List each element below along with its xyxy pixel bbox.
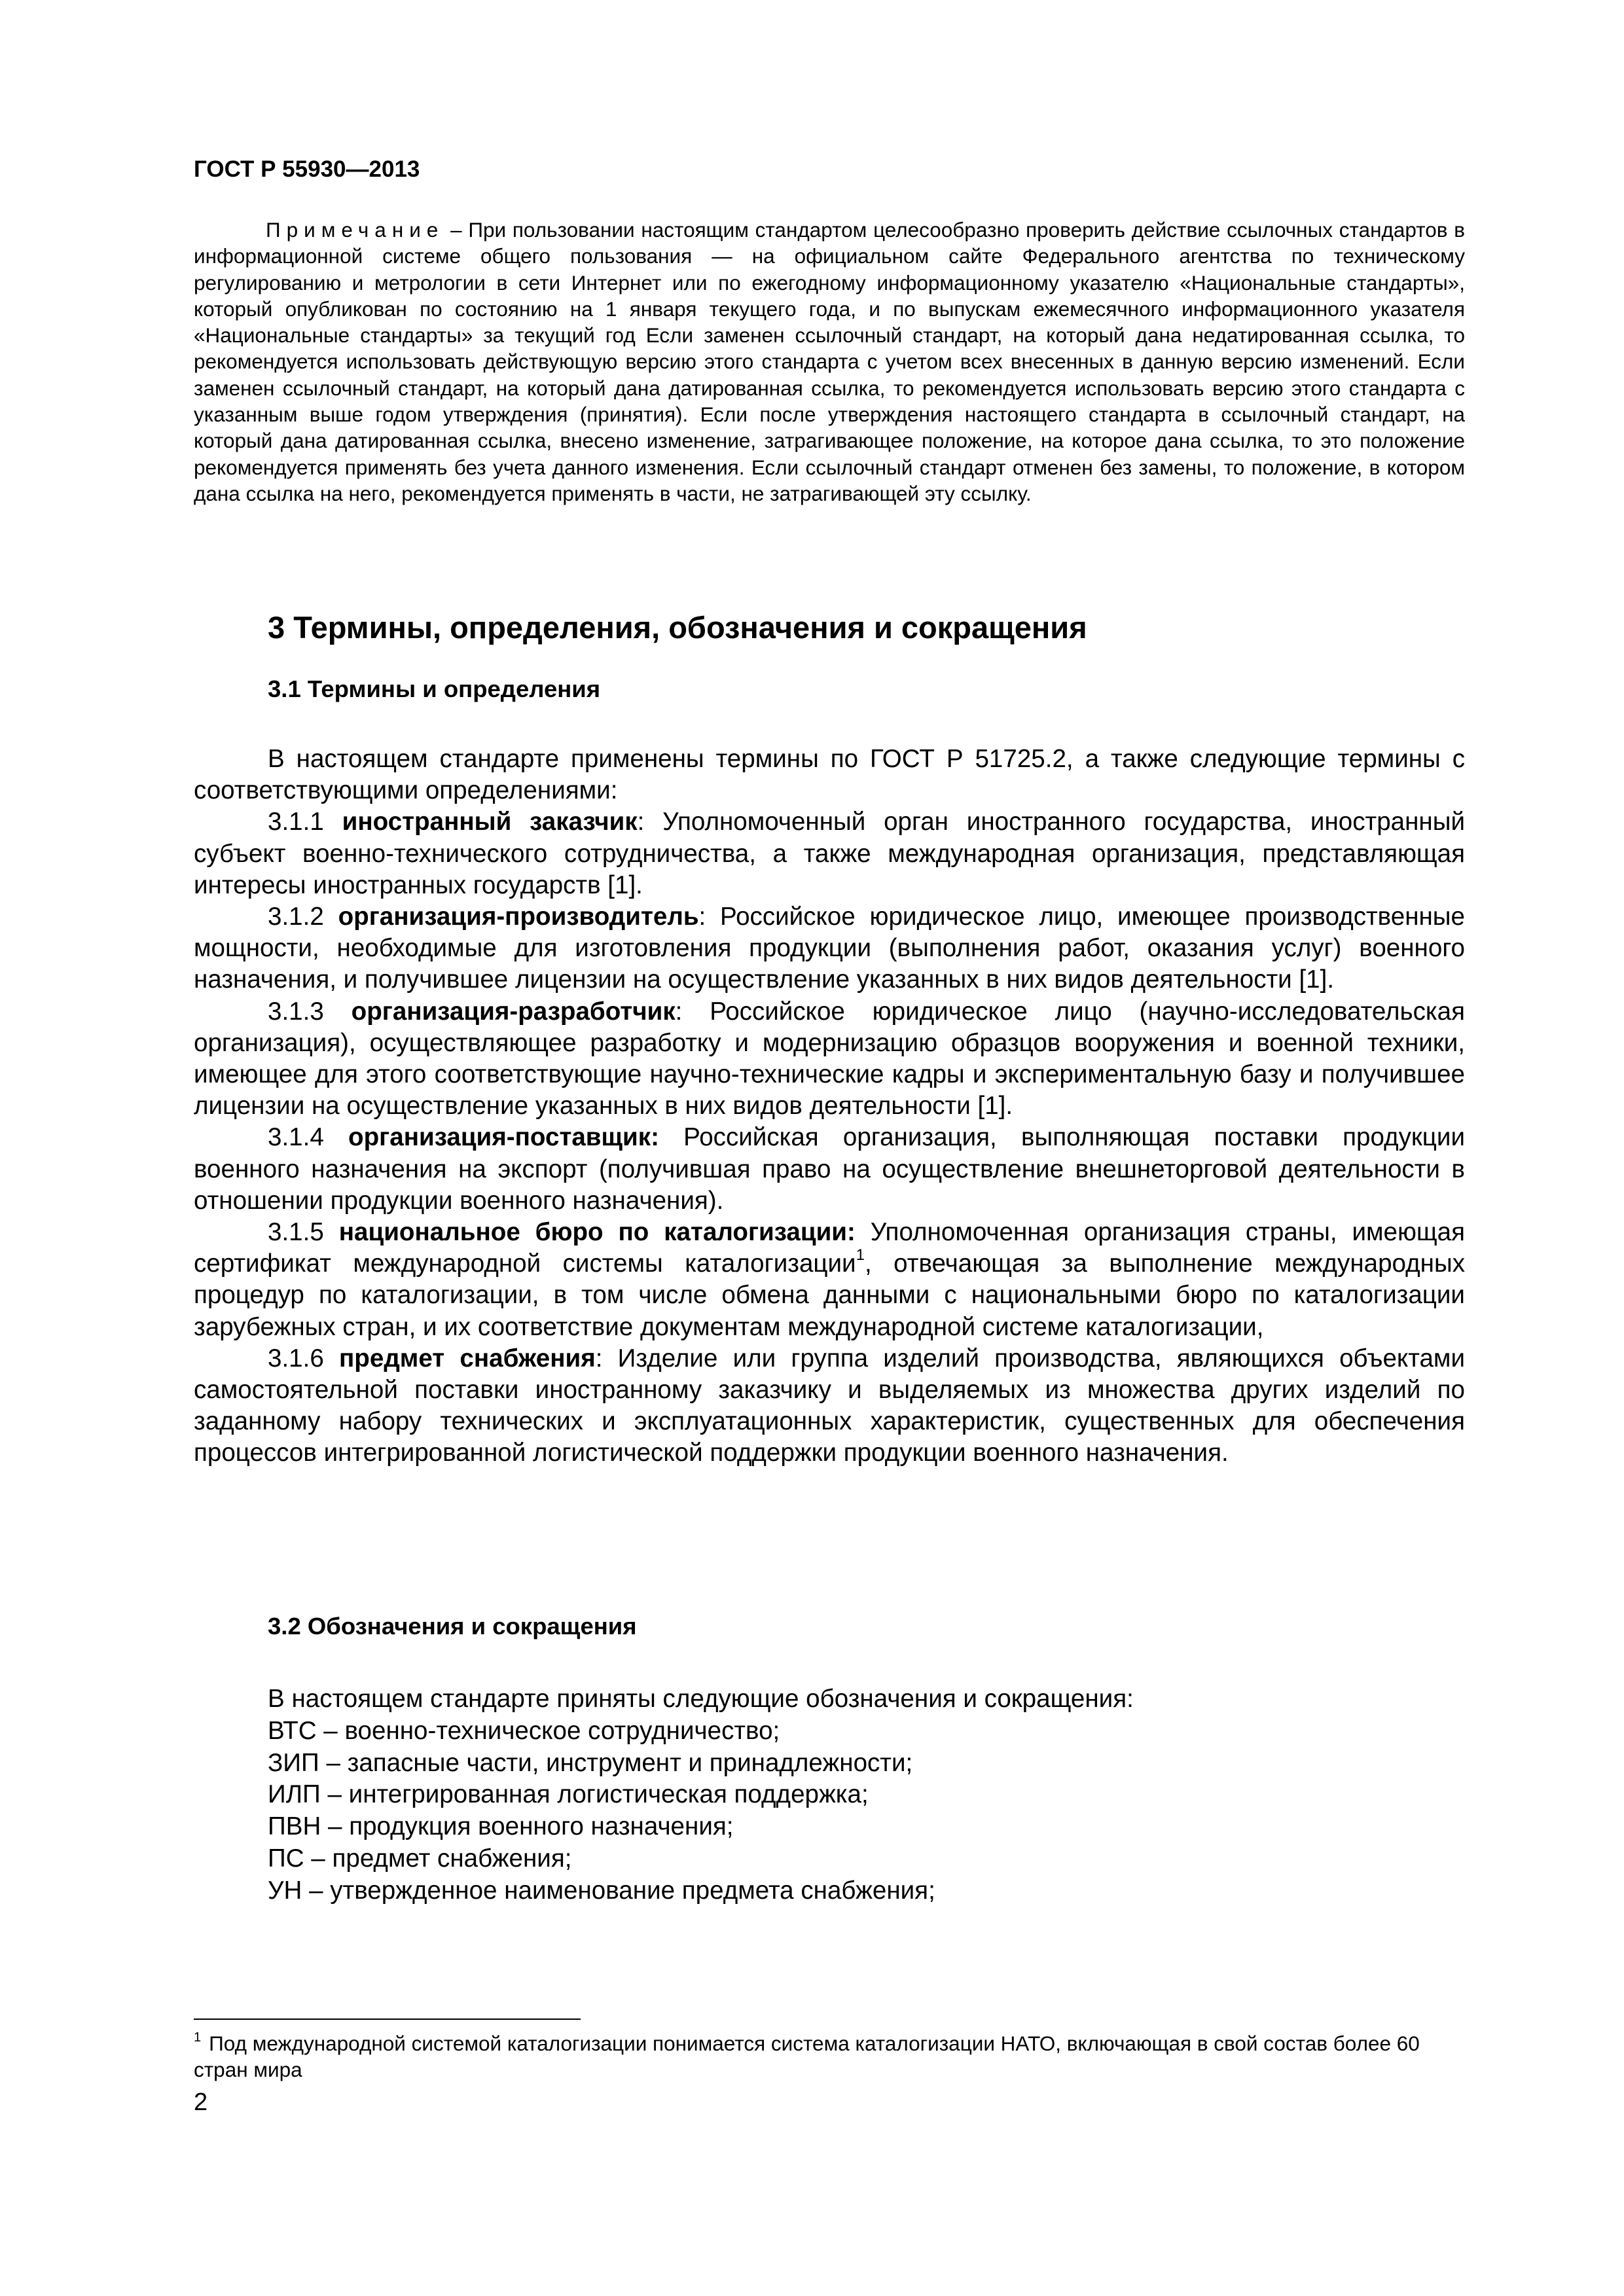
note-label: Примечание: [266, 218, 444, 242]
subsection-3-1-heading: 3.1 Термины и определения: [268, 675, 601, 702]
term-number: 3.1.5: [268, 1218, 339, 1247]
terms-intro: В настоящем стандарте применены термины по ГОСТ Р 51725.2, а также следующие термины с соответствующими определениями:: [194, 745, 1465, 805]
term-name: иностранный заказчик: [342, 808, 638, 836]
abbreviation-item: ИЛП – интегрированная логистическая поддержка;: [268, 1780, 869, 1809]
term-number: 3.1.3: [268, 997, 352, 1026]
term-name: организация-разработчик: [351, 997, 676, 1026]
footnote-separator: [194, 2018, 581, 2020]
term-name: предмет снабжения: [339, 1344, 596, 1372]
term-name: организация-производитель: [338, 903, 699, 931]
term-entry: [194, 901, 1465, 996]
term-entry: [194, 996, 1465, 1122]
term-name: национальное бюро по каталогизации:: [338, 1218, 856, 1247]
term-definition-part: Уполномоченная организация страны, имеющая сертификат международной системы каталогизации: [194, 1218, 1465, 1278]
abbreviation-item: ВТС – военно-техническое сотрудничество;: [268, 1716, 780, 1745]
term-entry: [194, 1217, 1465, 1343]
footnote-mark: 1: [194, 2030, 202, 2045]
section-3-heading: 3 Термины, определения, обозначения и сокращения: [268, 610, 1087, 645]
term-entry: [194, 1343, 1465, 1469]
footnote-reference: 1: [856, 1246, 865, 1265]
abbreviation-item: ПВН – продукция военного назначения;: [268, 1812, 734, 1841]
term-number: 3.1.6: [268, 1344, 339, 1372]
term-number: 3.1.2: [268, 903, 338, 931]
term-name: организация-поставщик:: [348, 1123, 659, 1152]
term-definition: Российская организация, выполняющая поставки продукции военного назначения на экспорт (получившая право на осуществление внешнеторговой деятельности в отношении продукции военного назначения).: [194, 1123, 1465, 1215]
footnote: [194, 2030, 1465, 2083]
document-code-header: ГОСТ Р 55930—2013: [194, 156, 420, 182]
note-text: – При пользовании настоящим стандартом целесообразно проверить действие ссылочных стандартов в информационной системе общего пользования — на официальном сайте Федерального агентства по техническому регулированию и метрологии в сети Интернет или по ежегодному информационному указателю «Национальные стандарты», который опубликован по состоянию на 1 января текущего года, и по выпускам ежемесячного информационного указателя «Национальные стандарты» за текущий год Если заменен ссылочный стандарт, на который дана недатированная ссылка, то рекомендуется использовать действующую версию этого стандарта с учетом всех внесенных в данную версию изменений. Если заменен ссылочный стандарт, на который дана датированная ссылка, то рекомендуется использовать версию этого стандарта с указанным выше годом утверждения (принятия). Если после утверждения настоящего стандарта в ссылочный стандарт, на который дана датированная ссылка, внесено изменение, затрагивающее положение, на которое дана ссылка, то это положение рекомендуется применять без учета данного изменения. Если ссылочный стандарт отменен без замены, то положение, в котором дана ссылка на него, рекомендуется применять в части, не затрагивающей эту ссылку.: [194, 218, 1465, 505]
term-definition: : Российское юридическое лицо, имеющее производственные мощности, необходимые для изготовления продукции (выполнения работ, оказания услуг) военного назначения, и получившее лицензии на осуществление указанных в них видов деятельности [1].: [194, 903, 1465, 994]
term-definition: : Российское юридическое лицо (научно-исследовательская организация), осуществляющее разработку и модернизацию образцов вооружения и военной техники, имеющее для этого соответствующие научно-технические кадры и экспериментальную базу и получившее лицензии на осуществление указанных в них видов деятельности [1].: [194, 997, 1465, 1121]
term-number: 3.1.1: [268, 808, 342, 836]
term-definition: : Изделие или группа изделий производства, являющихся объектами самостоятельной поставки иностранному заказчику и выделяемых из множества других изделий по заданному набору технических и эксплуатационных характеристик, существенных для обеспечения процессов интегрированной логистической поддержки продукции военного назначения.: [194, 1344, 1465, 1467]
terms-definitions-block: [194, 744, 1465, 1469]
abbreviations-intro: В настоящем стандарте приняты следующие обозначения и сокращения:: [268, 1685, 1134, 1713]
abbreviation-item: ПС – предмет снабжения;: [268, 1844, 572, 1873]
abbreviation-item: УН – утвержденное наименование предмета снабжения;: [268, 1876, 935, 1905]
term-definition-part: , отвечающая за выполнение международных процедур по каталогизации, в том числе обмена данными с национальными бюро по каталогизации зарубежных стран, и их соответствие документам международной системе каталогизации,: [194, 1249, 1465, 1341]
footnote-text: Под международной системой каталогизации понимается система каталогизации НАТО, включающая в свой состав более 60 стран мира: [194, 2032, 1420, 2081]
abbreviations-block: [268, 1683, 1466, 1907]
abbreviation-item: ЗИП – запасные части, инструмент и принадлежности;: [268, 1748, 913, 1777]
term-entry: [194, 1122, 1465, 1217]
note-paragraph: [194, 217, 1465, 507]
page-number: 2: [194, 2089, 208, 2116]
term-number: 3.1.4: [268, 1123, 349, 1152]
subsection-3-2-heading: 3.2 Обозначения и сокращения: [268, 1613, 637, 1640]
term-definition: : Уполномоченный орган иностранного государства, иностранный субъект военно-технического сотрудничества, а также международная организация, представляющая интересы иностранных государств [1].: [194, 808, 1465, 899]
term-entry: [194, 806, 1465, 901]
